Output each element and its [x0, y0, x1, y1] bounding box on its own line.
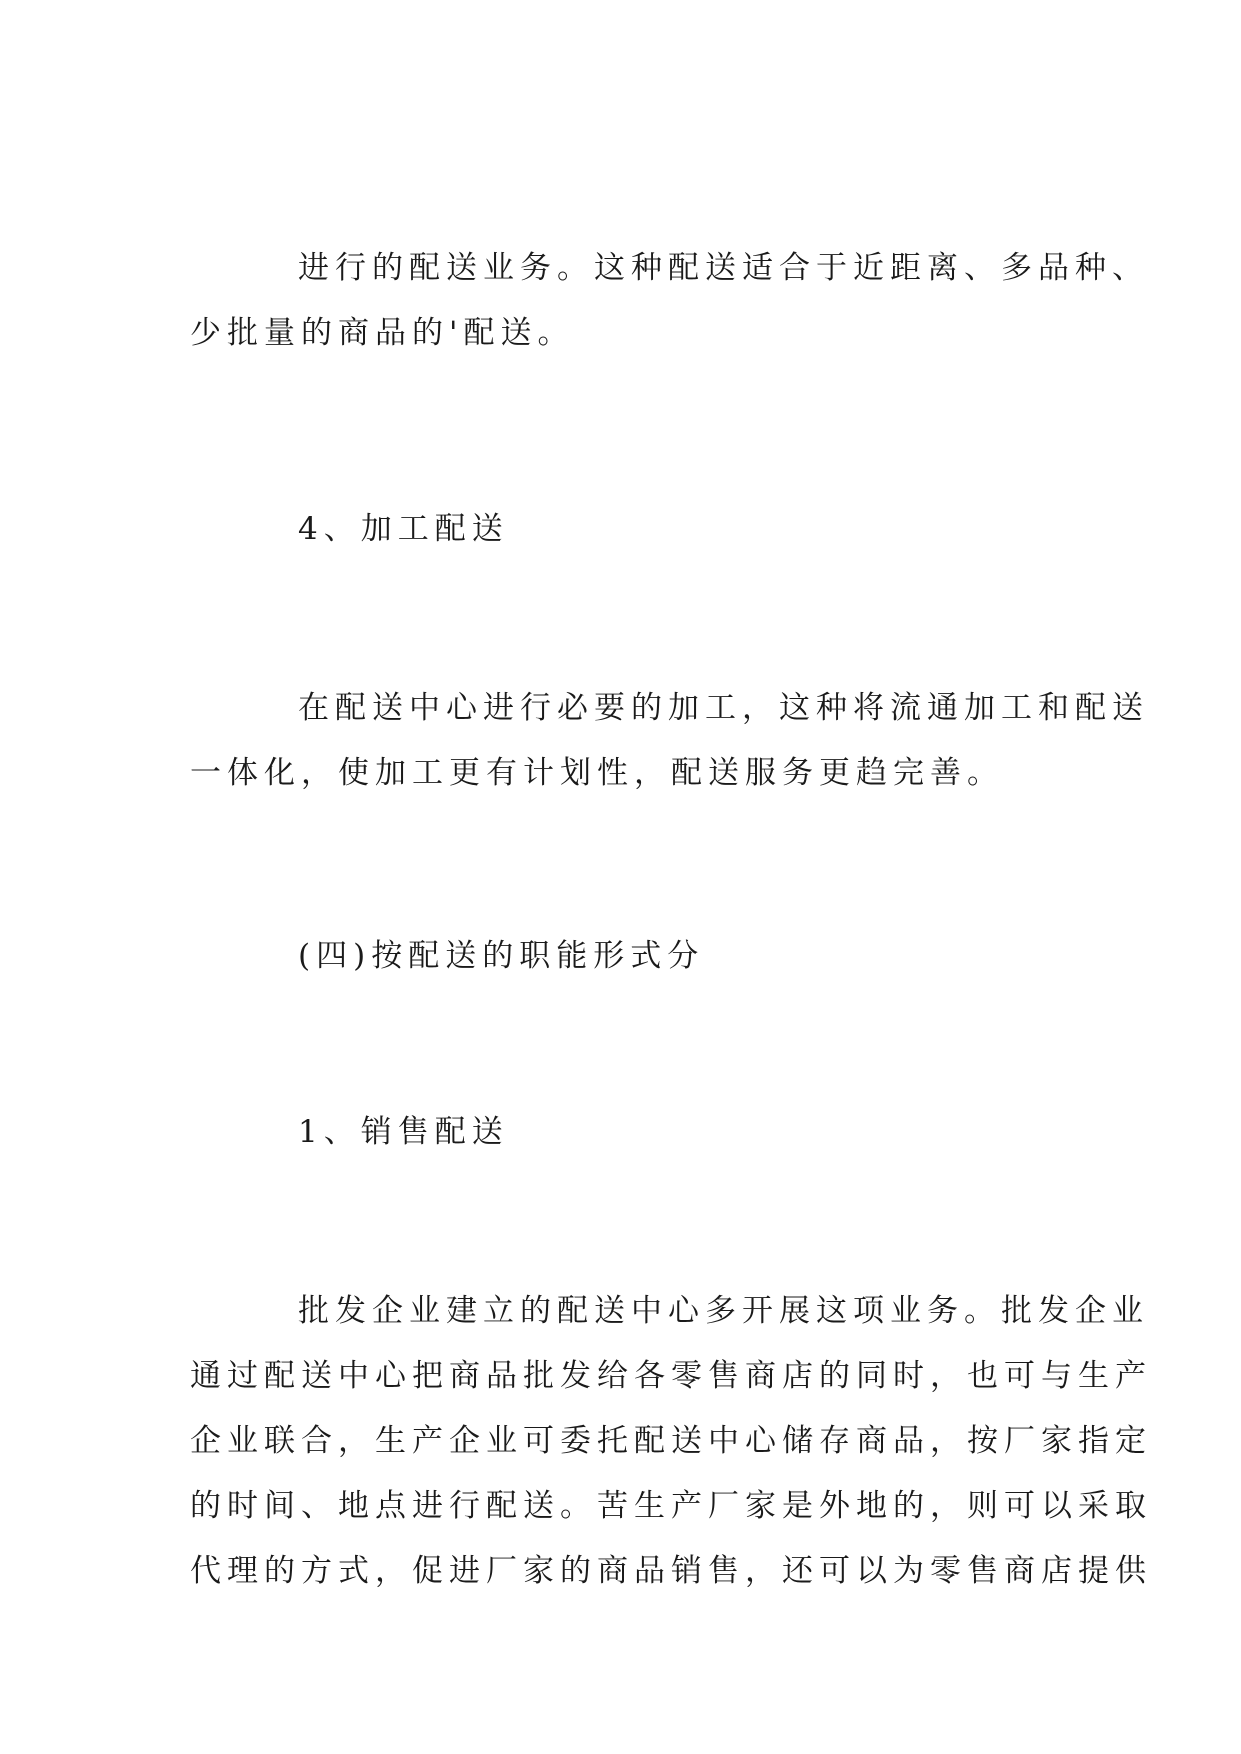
paragraph-3-line-3: 企业联合，生产企业可委托配送中心储存商品，按厂家指定	[190, 1423, 1152, 1459]
paragraph-1-line-1: 进行的配送业务。这种配送适合于近距离、多品种、	[298, 250, 1149, 286]
heading-function-form-text: (四)按配送的职能形式分	[298, 938, 705, 974]
paragraph-3-line-5: 代理的方式，促进厂家的商品销售，还可以为零售商店提供	[190, 1553, 1152, 1589]
heading-sales-delivery-text: 1、销售配送	[298, 1114, 509, 1150]
paragraph-2-line-1: 在配送中心进行必要的加工，这种将流通加工和配送	[298, 690, 1149, 726]
heading-processing-delivery	[190, 497, 1090, 562]
heading-processing-delivery-text: 4、加工配送	[298, 511, 509, 547]
paragraph-1-line-2: 少批量的商品的'配送。	[190, 315, 575, 351]
paragraph-1	[190, 236, 1149, 366]
paragraph-2	[190, 676, 1149, 806]
paragraph-3-line-2: 通过配送中心把商品批发给各零售商店的同时，也可与生产	[190, 1358, 1152, 1394]
heading-function-form	[190, 924, 1090, 989]
heading-sales-delivery	[190, 1100, 1090, 1165]
paragraph-3-line-1: 批发企业建立的配送中心多开展这项业务。批发企业	[298, 1293, 1149, 1329]
paragraph-3	[190, 1279, 1152, 1604]
paragraph-3-line-4: 的时间、地点进行配送。苦生产厂家是外地的，则可以采取	[190, 1488, 1152, 1524]
paragraph-2-line-2: 一体化，使加工更有计划性，配送服务更趋完善。	[190, 755, 1004, 791]
